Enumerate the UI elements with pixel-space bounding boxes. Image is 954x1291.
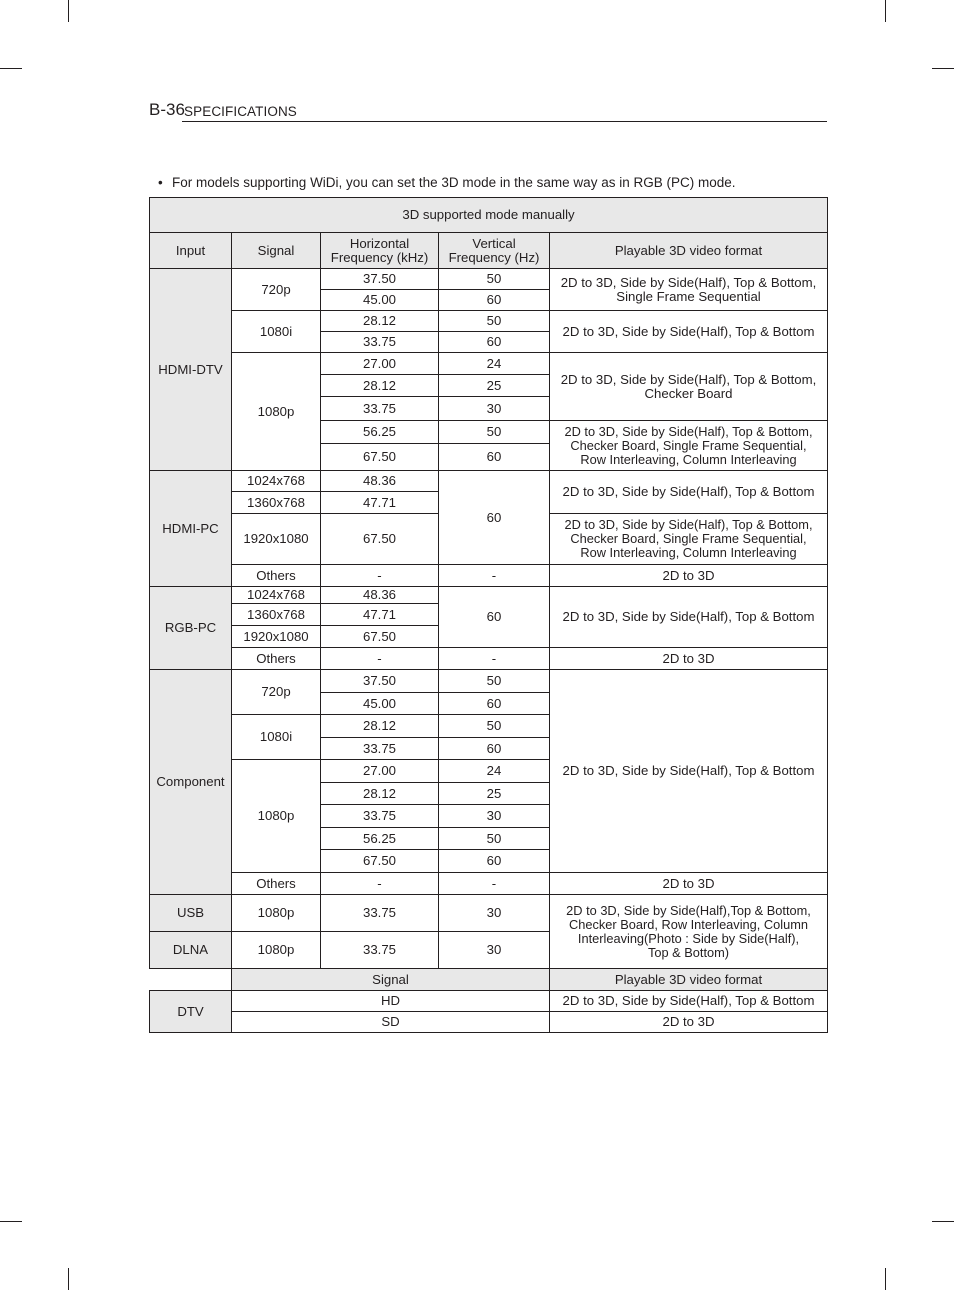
signal-cell: 1360x768: [232, 492, 321, 514]
input-component: Component: [150, 670, 232, 895]
signal-cell: 1024x768: [232, 587, 321, 604]
vfreq-cell: 60: [439, 332, 550, 353]
vfreq-cell: 50: [439, 715, 550, 738]
table-title: 3D supported mode manually: [150, 198, 828, 233]
dtv-header-row: [150, 969, 828, 991]
dtv-signal-header: Signal: [232, 969, 550, 991]
signal-cell: 1080p: [232, 760, 321, 873]
vfreq-cell: 60: [439, 444, 550, 471]
crop-mark: [885, 0, 886, 22]
hfreq-cell: 47.71: [321, 604, 439, 626]
table-row: [150, 311, 828, 332]
hfreq-cell: 28.12: [321, 715, 439, 738]
table-row: [150, 895, 828, 932]
format-cell: 2D to 3D, Side by Side(Half), Top & Bottom: [550, 471, 828, 514]
dtv-format-header: Playable 3D video format: [550, 969, 828, 991]
blank-cell: [150, 969, 232, 991]
input-rgb-pc: RGB-PC: [150, 587, 232, 670]
col-input: Input: [150, 233, 232, 269]
signal-cell: 1080p: [232, 932, 321, 969]
hfreq-cell: 37.50: [321, 269, 439, 290]
signal-cell: 1080i: [232, 311, 321, 353]
3d-mode-table: [149, 197, 828, 1033]
table-row: [150, 269, 828, 290]
table-row: [150, 648, 828, 670]
table-row: [150, 991, 828, 1012]
signal-cell: 1080p: [232, 895, 321, 932]
format-cell: 2D to 3D: [550, 565, 828, 587]
crop-mark: [932, 1221, 954, 1222]
hfreq-cell: -: [321, 648, 439, 670]
col-vertical-frequency: Vertical Frequency (Hz): [439, 233, 550, 269]
vfreq-cell: 50: [439, 421, 550, 444]
signal-cell: 720p: [232, 670, 321, 715]
vfreq-cell: 30: [439, 397, 550, 421]
format-cell: 2D to 3D, Side by Side(Half), Top & Bottom: [550, 991, 828, 1012]
vfreq-cell: 30: [439, 932, 550, 969]
vfreq-cell: 50: [439, 269, 550, 290]
signal-cell: 1024x768: [232, 471, 321, 492]
vfreq-cell: 50: [439, 828, 550, 850]
note-text: For models supporting WiDi, you can set the 3D mode in the same way as in RGB (PC) mode.: [172, 175, 736, 190]
header-row: [150, 233, 828, 269]
vfreq-cell: 50: [439, 670, 550, 693]
vfreq-cell: 24: [439, 353, 550, 375]
hfreq-cell: 33.75: [321, 932, 439, 969]
table-row: [150, 1012, 828, 1033]
crop-mark: [0, 68, 22, 69]
hfreq-cell: 27.00: [321, 760, 439, 783]
hfreq-cell: 33.75: [321, 805, 439, 828]
vfreq-cell: -: [439, 648, 550, 670]
crop-mark: [0, 1221, 22, 1222]
table-row: [150, 353, 828, 375]
input-usb: USB: [150, 895, 232, 932]
hfreq-cell: 56.25: [321, 421, 439, 444]
format-cell: 2D to 3D: [550, 1012, 828, 1033]
hfreq-cell: 67.50: [321, 850, 439, 873]
vfreq-cell: 30: [439, 805, 550, 828]
col-format: Playable 3D video format: [550, 233, 828, 269]
page-header: [149, 100, 827, 122]
signal-cell: Others: [232, 565, 321, 587]
signal-cell: Others: [232, 648, 321, 670]
col-horizontal-frequency: Horizontal Frequency (kHz): [321, 233, 439, 269]
hfreq-cell: -: [321, 565, 439, 587]
hfreq-cell: 47.71: [321, 492, 439, 514]
signal-cell: 1080p: [232, 353, 321, 471]
bullet: •: [158, 175, 163, 190]
header-rule: [182, 121, 827, 122]
hfreq-cell: 67.50: [321, 444, 439, 471]
vfreq-cell: 60: [439, 850, 550, 873]
vfreq-cell: 50: [439, 311, 550, 332]
vfreq-cell: 60: [439, 738, 550, 760]
format-cell: 2D to 3D: [550, 648, 828, 670]
format-cell: 2D to 3D, Side by Side(Half), Top & Bottom, Single Frame Sequential: [550, 269, 828, 311]
table-row: [150, 587, 828, 604]
vfreq-cell: 30: [439, 895, 550, 932]
signal-cell: 1360x768: [232, 604, 321, 626]
hfreq-cell: -: [321, 873, 439, 895]
format-cell: 2D to 3D, Side by Side(Half),Top & Bottom, Checker Board, Row Interleaving, Column Interleaving(Photo : Side by Side(Half), Top & Bottom): [550, 895, 828, 969]
crop-mark: [885, 1268, 886, 1290]
crop-mark: [932, 68, 954, 69]
signal-cell: HD: [232, 991, 550, 1012]
vfreq-cell: 60: [439, 587, 550, 648]
widi-note: [158, 175, 735, 191]
hfreq-cell: 48.36: [321, 471, 439, 492]
table-row: [150, 471, 828, 492]
hfreq-cell: 27.00: [321, 353, 439, 375]
hfreq-cell: 67.50: [321, 626, 439, 648]
vfreq-cell: 60: [439, 693, 550, 715]
vfreq-cell: -: [439, 565, 550, 587]
signal-cell: 720p: [232, 269, 321, 311]
format-cell: 2D to 3D, Side by Side(Half), Top & Bottom, Checker Board, Single Frame Sequential, Row Interleaving, Column Interleaving: [550, 514, 828, 565]
crop-mark: [68, 1268, 69, 1290]
input-dtv: DTV: [150, 991, 232, 1033]
col-signal: Signal: [232, 233, 321, 269]
format-cell: 2D to 3D, Side by Side(Half), Top & Bottom: [550, 587, 828, 648]
hfreq-cell: 28.12: [321, 783, 439, 805]
format-cell: 2D to 3D, Side by Side(Half), Top & Bottom: [550, 311, 828, 353]
hfreq-cell: 28.12: [321, 375, 439, 397]
hfreq-cell: 33.75: [321, 397, 439, 421]
table-row: [150, 873, 828, 895]
signal-cell: 1080i: [232, 715, 321, 760]
hfreq-cell: 56.25: [321, 828, 439, 850]
vfreq-cell: 25: [439, 375, 550, 397]
vfreq-cell: 24: [439, 760, 550, 783]
hfreq-cell: 28.12: [321, 311, 439, 332]
page-number: B-36: [149, 100, 185, 119]
hfreq-cell: 45.00: [321, 693, 439, 715]
hfreq-cell: 33.75: [321, 332, 439, 353]
table-row: [150, 565, 828, 587]
hfreq-cell: 37.50: [321, 670, 439, 693]
signal-cell: Others: [232, 873, 321, 895]
input-hdmi-pc: HDMI-PC: [150, 471, 232, 587]
vfreq-cell: -: [439, 873, 550, 895]
vfreq-cell: 25: [439, 783, 550, 805]
table-row: [150, 670, 828, 693]
signal-cell: SD: [232, 1012, 550, 1033]
crop-mark: [68, 0, 69, 22]
format-cell: 2D to 3D, Side by Side(Half), Top & Bottom, Checker Board: [550, 353, 828, 421]
hfreq-cell: 48.36: [321, 587, 439, 604]
signal-cell: 1920x1080: [232, 626, 321, 648]
hfreq-cell: 33.75: [321, 895, 439, 932]
vfreq-cell: 60: [439, 471, 550, 565]
hfreq-cell: 33.75: [321, 738, 439, 760]
hfreq-cell: 45.00: [321, 290, 439, 311]
table-title-row: [150, 198, 828, 233]
hfreq-cell: 67.50: [321, 514, 439, 565]
signal-cell: 1920x1080: [232, 514, 321, 565]
format-cell: 2D to 3D: [550, 873, 828, 895]
input-hdmi-dtv: HDMI-DTV: [150, 269, 232, 471]
input-dlna: DLNA: [150, 932, 232, 969]
section-title: SPECIFICATIONS: [184, 104, 297, 119]
format-cell: 2D to 3D, Side by Side(Half), Top & Bottom: [550, 670, 828, 873]
vfreq-cell: 60: [439, 290, 550, 311]
format-cell: 2D to 3D, Side by Side(Half), Top & Bottom, Checker Board, Single Frame Sequential, Row Interleaving, Column Interleaving: [550, 421, 828, 471]
